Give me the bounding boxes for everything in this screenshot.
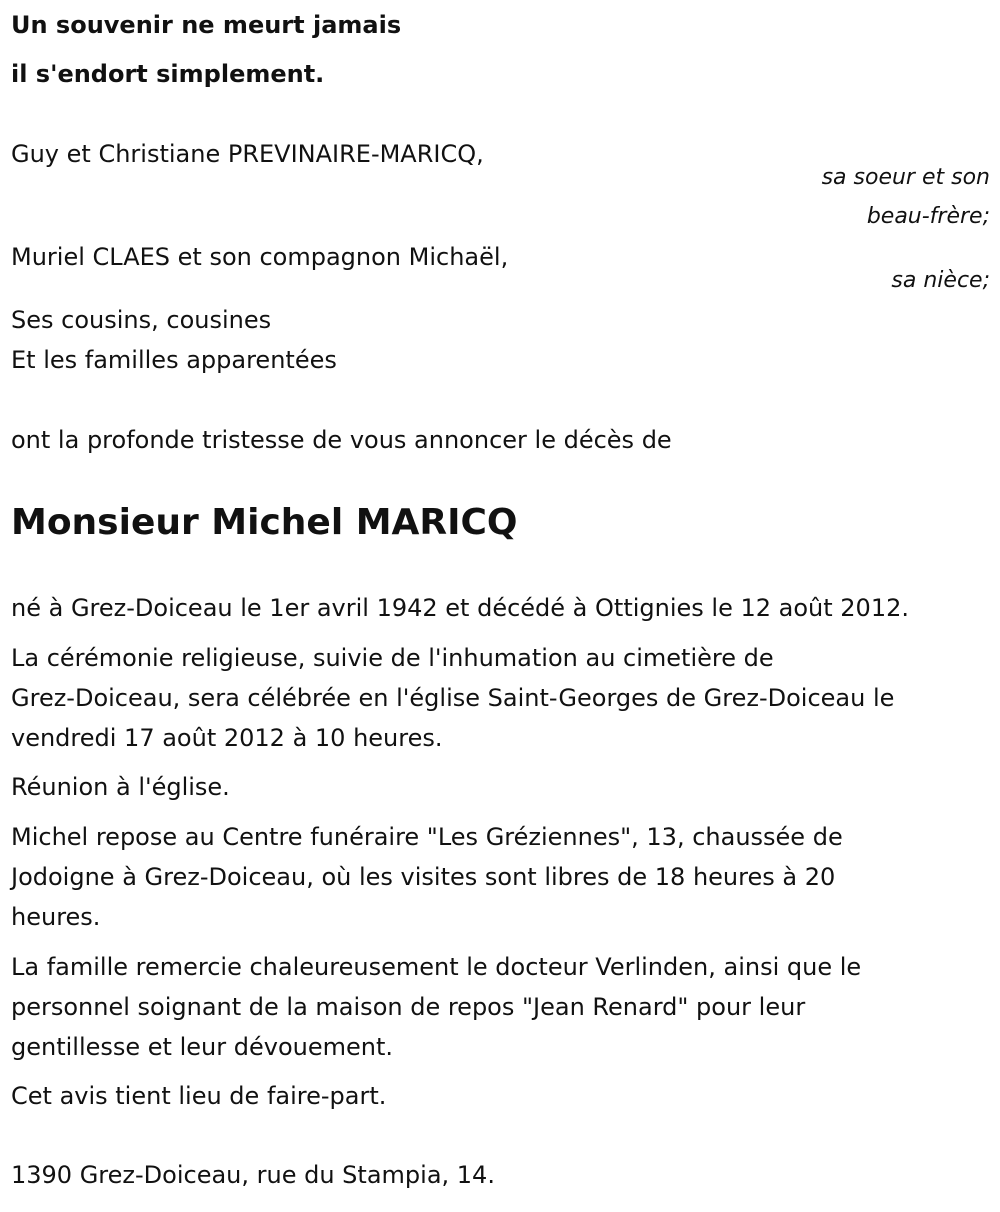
family-sister-relation-2: beau-frère;: [866, 204, 990, 229]
ceremony-line-3: vendredi 17 août 2012 à 10 heures.: [11, 724, 443, 752]
family-niece-relation: sa nièce;: [891, 268, 990, 293]
deceased-name: Monsieur Michel MARICQ: [11, 502, 518, 543]
thanks-line-3: gentillesse et leur dévouement.: [11, 1033, 393, 1061]
rest-line-2: Jodoigne à Grez-Doiceau, où les visites sont libres de 18 heures à 20: [11, 863, 836, 891]
announcement-text: ont la profonde tristesse de vous annoncer le décès de: [11, 426, 672, 454]
family-cousins: Ses cousins, cousines: [11, 306, 272, 334]
rest-line-1: Michel repose au Centre funéraire "Les Gréziennes", 13, chaussée de: [11, 823, 843, 851]
family-related: Et les familles apparentées: [11, 346, 337, 374]
notice-text: Cet avis tient lieu de faire-part.: [11, 1082, 387, 1110]
quote-line-1: Un souvenir ne meurt jamais: [11, 11, 402, 39]
family-sister-name: Guy et Christiane PREVINAIRE-MARICQ,: [11, 140, 484, 168]
quote-line-2: il s'endort simplement.: [11, 60, 325, 88]
family-sister-relation-1: sa soeur et son: [821, 165, 990, 190]
family-address: 1390 Grez-Doiceau, rue du Stampia, 14.: [11, 1161, 495, 1189]
thanks-line-2: personnel soignant de la maison de repos "Jean Renard" pour leur: [11, 993, 806, 1021]
birth-death-dates: né à Grez-Doiceau le 1er avril 1942 et décédé à Ottignies le 12 août 2012.: [11, 594, 909, 622]
thanks-line-1: La famille remercie chaleureusement le docteur Verlinden, ainsi que le: [11, 953, 862, 981]
meeting-text: Réunion à l'église.: [11, 773, 230, 801]
ceremony-line-2: Grez-Doiceau, sera célébrée en l'église Saint-Georges de Grez-Doiceau le: [11, 684, 895, 712]
family-niece-name: Muriel CLAES et son compagnon Michaël,: [11, 243, 509, 271]
rest-line-3: heures.: [11, 903, 101, 931]
ceremony-line-1: La cérémonie religieuse, suivie de l'inhumation au cimetière de: [11, 644, 774, 672]
